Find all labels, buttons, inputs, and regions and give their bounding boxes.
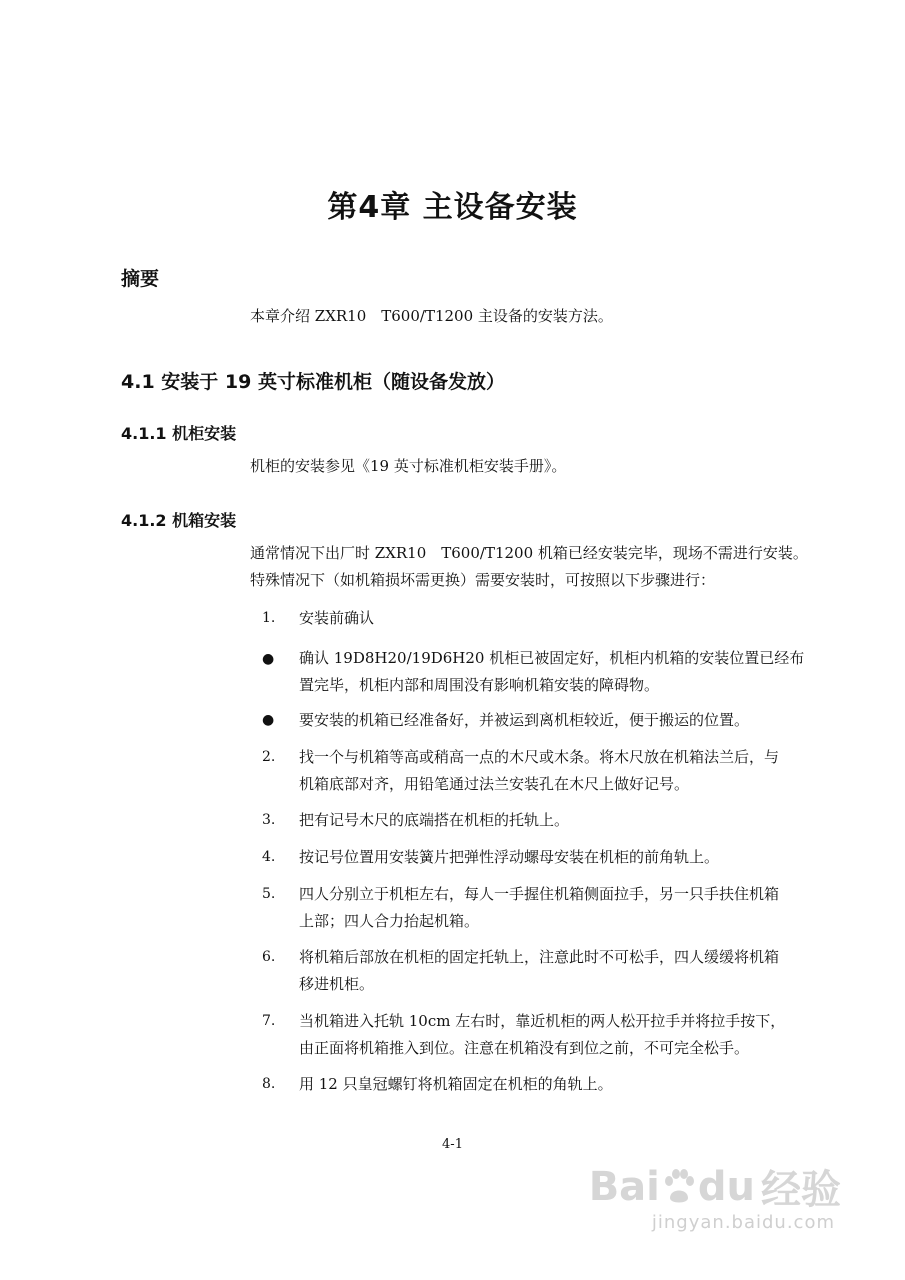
watermark-logo-left: Bai bbox=[588, 1163, 660, 1210]
step-text: 上部；四人合力抬起机箱。 bbox=[299, 912, 480, 930]
step-marker: 1. bbox=[262, 610, 276, 626]
step-text: 机箱底部对齐，用铅笔通过法兰安装孔在木尺上做好记号。 bbox=[299, 775, 690, 793]
section-4-1-2-intro-line2: 特殊情况下（如机箱损坏需更换）需要安装时，可按照以下步骤进行： bbox=[250, 571, 716, 589]
step-text: 确认 19D8H20/19D6H20 机柜已被固定好，机柜内机箱的安装位置已经布 bbox=[299, 649, 805, 667]
step-marker: 2. bbox=[262, 749, 276, 765]
watermark-url: jingyan.baidu.com bbox=[651, 1212, 835, 1233]
bullet-marker: ● bbox=[262, 651, 275, 667]
watermark-logo-right: du bbox=[697, 1163, 755, 1210]
step-text: 四人分别立于机柜左右，每人一手握住机箱侧面拉手，另一只手扶住机箱 bbox=[299, 885, 780, 903]
step-marker: 3. bbox=[262, 812, 276, 828]
section-4-1-2-intro-line1: 通常情况下出厂时 ZXR10 T600/T1200 机箱已经安装完毕，现场不需进行安装。 bbox=[250, 544, 808, 562]
step-marker: 5. bbox=[262, 886, 276, 902]
step-text: 移进机柜。 bbox=[299, 975, 375, 993]
step-text: 将机箱后部放在机柜的固定托轨上，注意此时不可松手，四人缓缓将机箱 bbox=[299, 948, 780, 966]
summary-heading: 摘要 bbox=[121, 268, 160, 290]
chapter-title: 第4章 主设备安装 bbox=[327, 190, 578, 225]
step-text: 安装前确认 bbox=[299, 609, 375, 627]
step-text: 按记号位置用安装簧片把弹性浮动螺母安装在机柜的前角轨上。 bbox=[299, 848, 720, 866]
bullet-marker: ● bbox=[262, 712, 275, 728]
section-4-1-1-text: 机柜的安装参见《19 英寸标准机柜安装手册》。 bbox=[250, 457, 567, 475]
section-4-1-1-heading: 4.1.1 机柜安装 bbox=[121, 424, 237, 443]
page-number: 4-1 bbox=[442, 1137, 463, 1152]
watermark-logo bbox=[589, 1158, 841, 1215]
paw-icon bbox=[662, 1168, 696, 1206]
step-text: 把有记号木尺的底端搭在机柜的托轨上。 bbox=[299, 811, 570, 829]
step-text: 要安装的机箱已经准备好，并被运到离机柜较近，便于搬运的位置。 bbox=[299, 711, 750, 729]
section-4-1-2-heading: 4.1.2 机箱安装 bbox=[121, 511, 237, 530]
step-text: 找一个与机箱等高或稍高一点的木尺或木条。将木尺放在机箱法兰后，与 bbox=[299, 748, 780, 766]
step-text: 由正面将机箱推入到位。注意在机箱没有到位之前，不可完全松手。 bbox=[299, 1039, 750, 1057]
step-marker: 8. bbox=[262, 1076, 276, 1092]
step-marker: 4. bbox=[262, 849, 276, 865]
step-text: 当机箱进入托轨 10cm 左右时，靠近机柜的两人松开拉手并将拉手按下， bbox=[299, 1012, 786, 1030]
summary-text: 本章介绍 ZXR10 T600/T1200 主设备的安装方法。 bbox=[250, 307, 613, 325]
section-4-1-heading: 4.1 安装于 19 英寸标准机柜（随设备发放） bbox=[121, 371, 505, 393]
watermark-logo-cn: 经验 bbox=[761, 1167, 841, 1213]
step-text: 置完毕，机柜内部和周围没有影响机箱安装的障碍物。 bbox=[299, 676, 660, 694]
step-marker: 7. bbox=[262, 1013, 276, 1029]
step-marker: 6. bbox=[262, 949, 276, 965]
step-text: 用 12 只皇冠螺钉将机箱固定在机柜的角轨上。 bbox=[299, 1075, 613, 1093]
